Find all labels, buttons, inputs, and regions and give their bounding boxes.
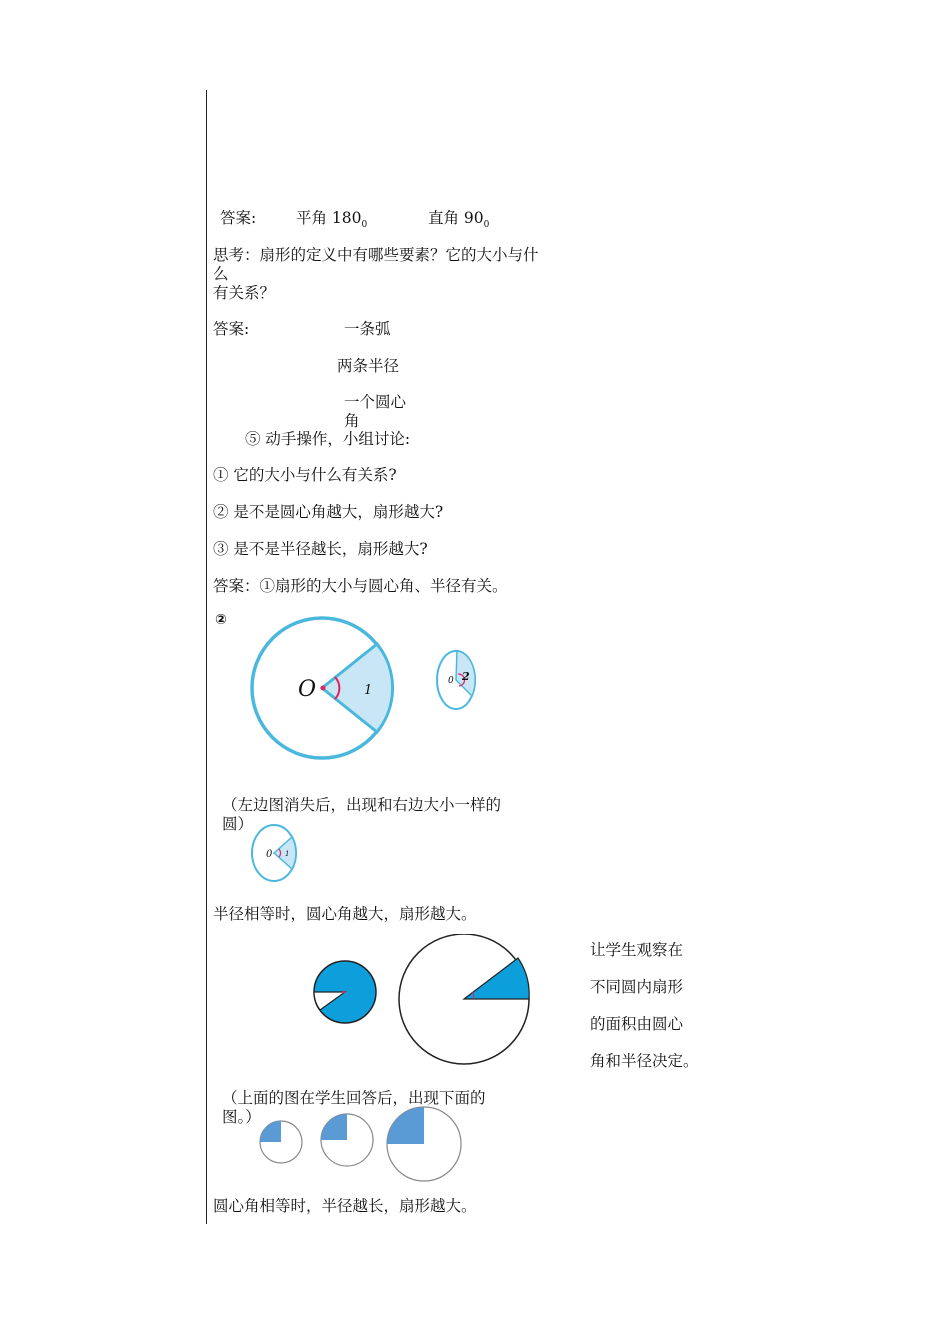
center-point [321, 686, 326, 691]
sector-label-big: 1 [364, 683, 373, 698]
answer-label: 答案: [220, 209, 257, 227]
large-white-circle-figure [396, 934, 532, 1070]
resized-sector-label: 1 [285, 850, 290, 858]
side-note-line4: 角和半径决定。 [590, 1052, 699, 1070]
quarter-sector-small [260, 1121, 281, 1142]
side-note-line3: 的面积由圆心 [590, 1015, 684, 1033]
activity-title: ⑤ 动手操作，小组讨论: [245, 430, 411, 448]
note-left-disappears-line1: （左边图消失后，出现和右边大小一样的 [222, 796, 502, 814]
element-central-angle-cont: 角 [344, 412, 360, 430]
side-note-line1: 让学生观察在 [590, 941, 684, 959]
think-question-line2: 么 [213, 265, 229, 283]
note-after-answer-line1: （上面的图在学生回答后，出现下面的 [222, 1089, 486, 1107]
large-circle-sector-figure [246, 610, 401, 770]
center-label-small: 0 [448, 676, 454, 686]
page-margin-line [206, 90, 207, 1224]
answer-size-factors: 答案：①扇形的大小与圆心角、半径有关。 [213, 577, 508, 595]
think-question-line1: 思考：扇形的定义中有哪些要素？它的大小与什 [213, 246, 539, 264]
conclusion-equal-angle: 圆心角相等时，半径越长，扇形越大。 [213, 1197, 477, 1215]
center-label-big: O [298, 677, 317, 702]
element-arc: 一条弧 [344, 320, 391, 338]
note-after-answer-line2: 图。） [222, 1108, 261, 1126]
element-central-angle: 一个圆心 [344, 393, 407, 411]
quarter-sector-large [387, 1107, 424, 1144]
small-circle-sector-figure [434, 648, 480, 712]
small-blue-circle-figure [308, 960, 382, 1026]
answer-label: 答案: [213, 320, 250, 338]
sector-label-small: 2 [462, 670, 470, 683]
conclusion-equal-radius: 半径相等时，圆心角越大，扇形越大。 [213, 905, 477, 923]
question-1: ① 它的大小与什么有关系? [213, 466, 397, 484]
note-left-disappears-line2: 圆） [222, 815, 254, 833]
straight-angle-answer: 平角 $180_0$ [296, 209, 368, 231]
question-2: ② 是不是圆心角越大，扇形越大? [213, 503, 444, 521]
resized-circle-figure [249, 822, 299, 884]
think-question-line3: 有关系？ [213, 284, 276, 302]
resized-center-label: 0 [266, 849, 273, 860]
small-blue-center [343, 991, 346, 994]
quarter-sector-medium [321, 1114, 347, 1140]
side-note-line2: 不同圆内扇形 [590, 978, 684, 996]
right-angle-answer: 直角 $90_0$ [428, 209, 490, 231]
figure-marker: ② [215, 612, 227, 628]
question-3: ③ 是不是半径越长，扇形越大? [213, 540, 428, 558]
equal-angle-circles-figure [256, 1100, 470, 1186]
element-radii: 两条半径 [337, 357, 400, 375]
